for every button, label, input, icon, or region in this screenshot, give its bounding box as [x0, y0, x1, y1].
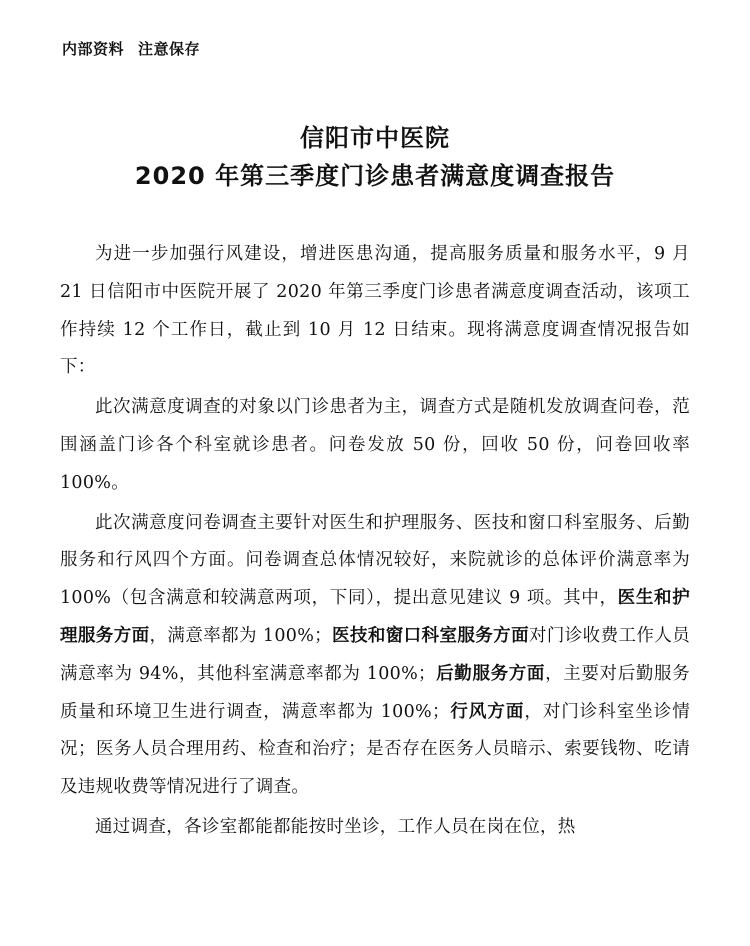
keep-safe-label: 注意保存 — [138, 40, 201, 58]
results-text-4: ，主要对后勤服务质量和环境卫生进行调查，满意率都为 100%； — [60, 663, 690, 722]
document-title-line1: 信阳市中医院 — [300, 124, 450, 152]
results-text-1: 此次满意度问卷调查主要针对医生和护理服务、医技和窗口科室服务、后勤服务和行风四个方面。问卷调查总体情况较好，来院就诊的总体评价满意率为 100%（包含满意和较满意两项，下同），提出意见建议 9 项。其中， — [60, 512, 690, 609]
paragraph-survey-scope: 此次满意度调查的对象以门诊患者为主，调查方式是随机发放调查问卷，范围涵盖门诊各个科室就诊患者。问卷发放 50 份，回收 50 份，问卷回收率 100%。 — [60, 397, 690, 493]
results-text-3: 对门诊收费工作人员满意率为 94%，其他科室满意率都为 100%； — [60, 625, 690, 684]
highlight-medtech-window: 医技和窗口科室服务方面 — [331, 625, 529, 646]
results-text-2: ，满意率都为 100%； — [149, 625, 332, 646]
internal-material-label: 内部资料 — [62, 40, 125, 58]
header-note — [62, 38, 200, 59]
document-body — [60, 236, 690, 849]
highlight-doctor-nursing: 医生和护理服务方面 — [60, 588, 690, 646]
highlight-conduct: 行风方面 — [449, 701, 525, 722]
results-text-5: ，对门诊科室坐诊情况；医务人员合理用药、检查和治疗；是否存在医务人员暗示、索要钱物、吃请及违规收费等情况进行了调查。 — [60, 701, 691, 798]
paragraph-intro: 为进一步加强行风建设，增进医患沟通，提高服务质量和服务水平，9 月 21 日信阳市中医院开展了 2020 年第三季度门诊患者满意度调查活动，该项工作持续 12 个工作日，截止到 10 月 12 日结束。现将满意度调查情况报告如下： — [60, 244, 690, 378]
highlight-logistics: 后勤服务方面 — [435, 663, 546, 684]
paragraph-survey-results — [60, 505, 690, 807]
paragraph-conclusion-start: 通过调查，各诊室都能都能按时坐诊，工作人员在岗在位，热 — [95, 816, 576, 837]
document-title-line2: 2020 年第三季度门诊患者满意度调查报告 — [134, 162, 616, 190]
